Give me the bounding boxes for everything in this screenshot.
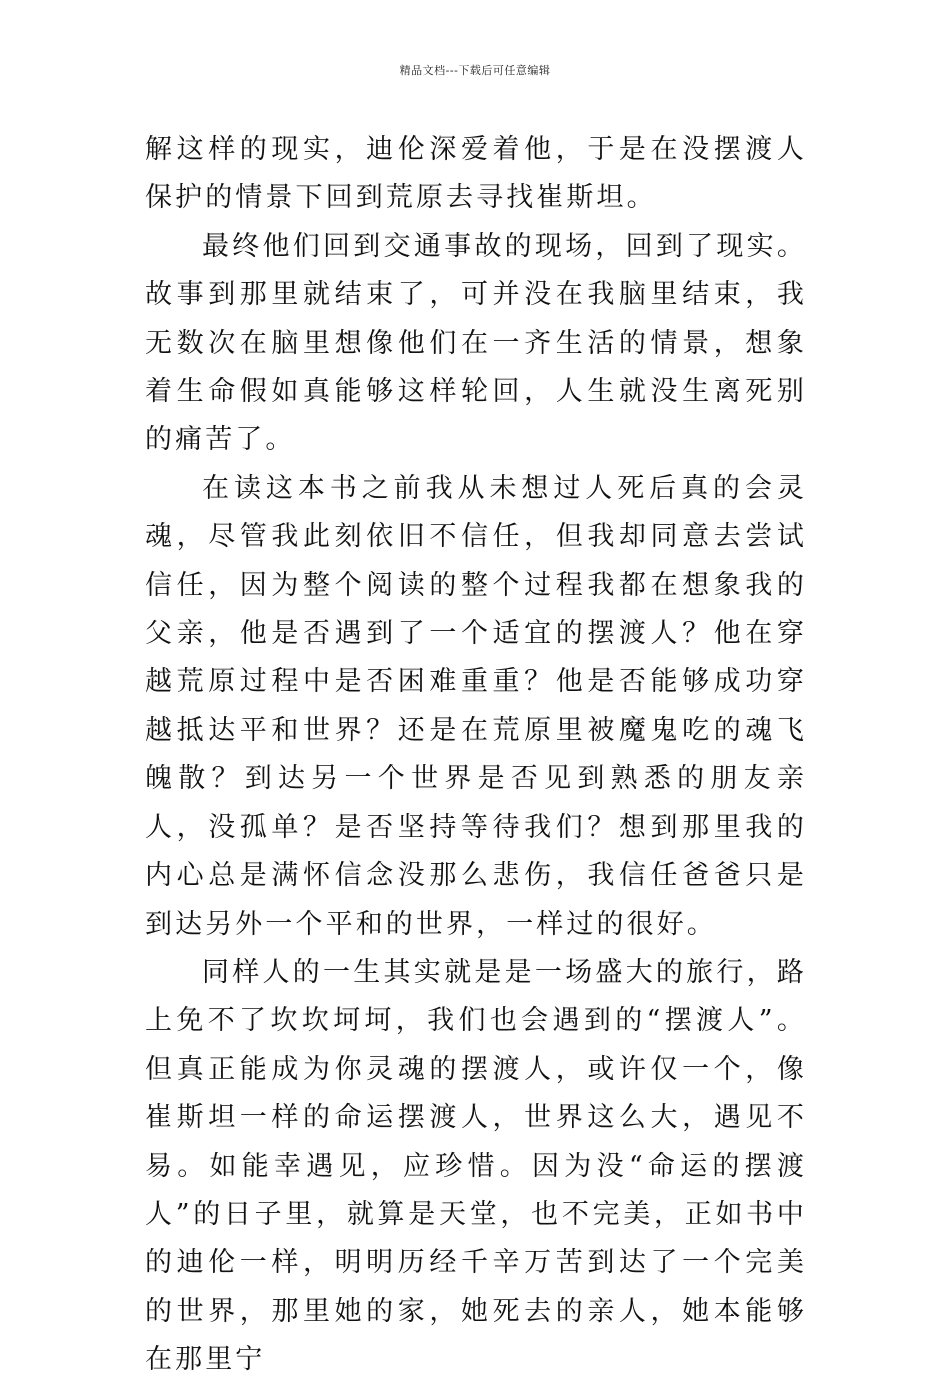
- paragraph-journey: 同样人的一生其实就是是一场盛大的旅行，路上免不了坎坎坷坷，我们也会遇到的“摆渡人”。但真正能成为你灵魂的摆渡人，或许仅一个，像崔斯坦一样的命运摆渡人，世界这么大，遇见不易。如能幸遇见，应珍惜。因为没“命运的摆渡人”的日子里，就算是天堂，也不完美，正如书中的迪伦一样，明明历经千辛万苦到达了一个完美的世界，那里她的家，她死去的亲人，她本能够在那里宁: [145, 956, 807, 1376]
- paragraph-continuation: 解这样的现实，迪伦深爱着他，于是在没摆渡人保护的情景下回到荒原去寻找崔斯坦。: [145, 134, 807, 214]
- paragraph-father: 在读这本书之前我从未想过人死后真的会灵魂，尽管我此刻依旧不信任，但我却同意去尝试信任，因为整个阅读的整个过程我都在想象我的父亲，他是否遇到了一个适宜的摆渡人？他在穿越荒原过程中是否困难重重？他是否能够成功穿越抵达平和世界？还是在荒原里被魔鬼吃的魂飞魄散？到达另一个世界是否见到熟悉的朋友亲人，没孤单？是否坚持等待我们？想到那里我的内心总是满怀信念没那么悲伤，我信任爸爸只是到达另外一个平和的世界，一样过的很好。: [145, 472, 807, 940]
- document-body: [145, 126, 807, 1385]
- paragraph-ending: 最终他们回到交通事故的现场，回到了现实。故事到那里就结束了，可并没在我脑里结束，我无数次在脑里想像他们在一齐生活的情景，想象着生命假如真能够这样轮回，人生就没生离死别的痛苦了。: [145, 230, 807, 456]
- page-header: 精品文档---下载后可任意编辑: [399, 64, 551, 77]
